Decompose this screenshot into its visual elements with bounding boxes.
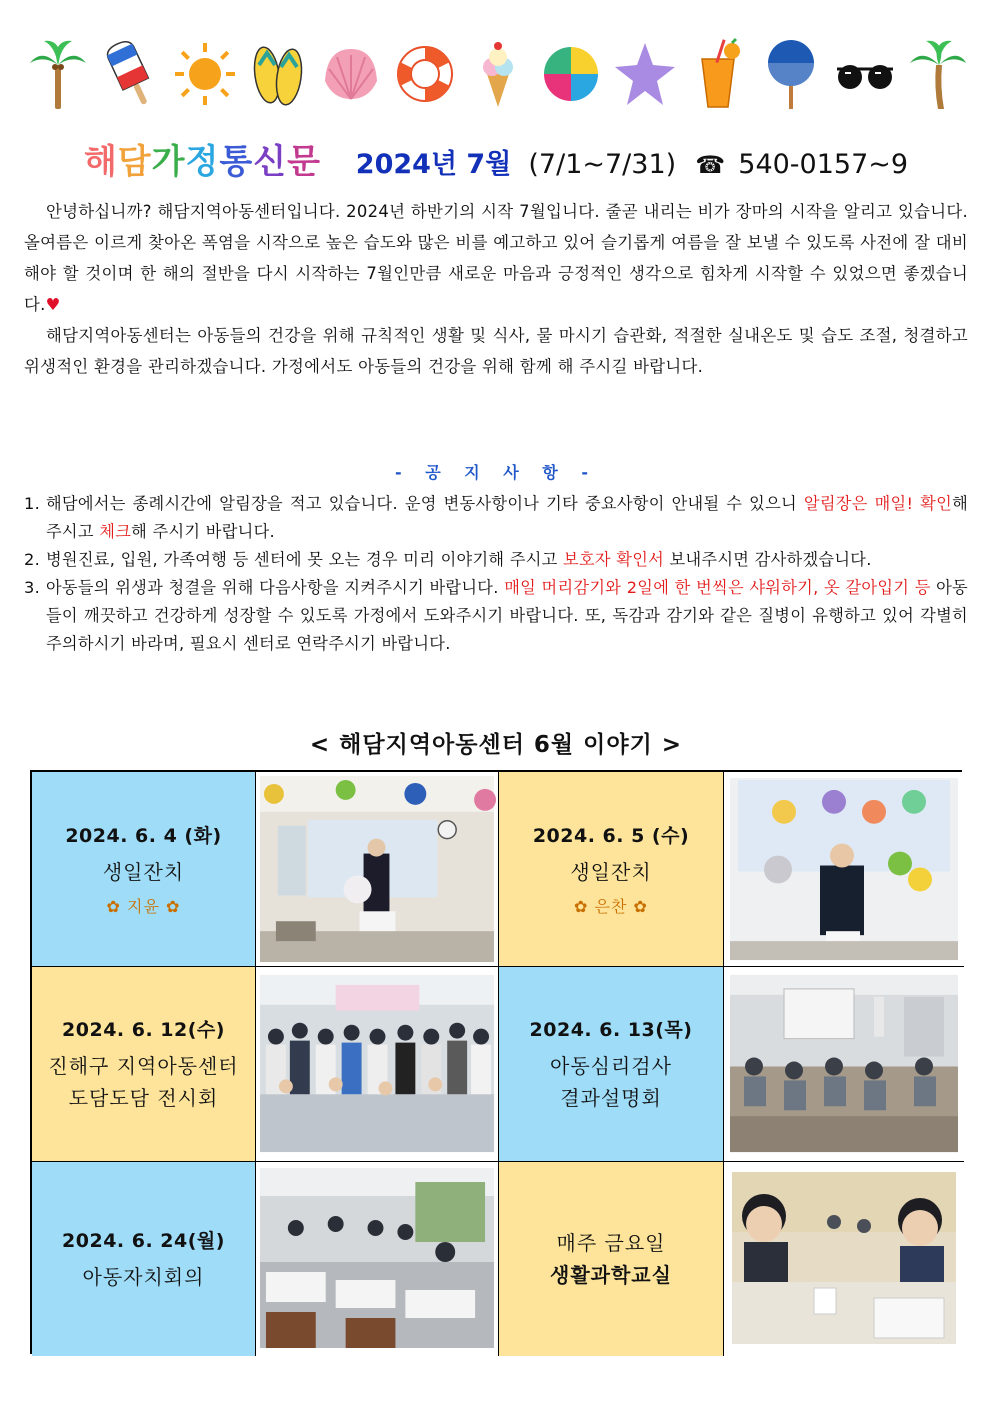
notice-number: 3. — [24, 578, 41, 597]
notice-number: 2. — [24, 550, 41, 569]
notice-text: 아동들이 깨끗하고 건강하게 성장할 수 있도록 가정에서 도와주시기 바랍니다. 또, 독감과 감기와 같은 질병이 유행하고 있어 각별히 주의하시기 바라며, 필요시 센터로 연락주시기 바랍니다. — [46, 578, 968, 653]
palm-tree-icon — [908, 37, 968, 111]
notice-heading: - 공 지 사 항 - — [395, 463, 597, 482]
sun-icon — [175, 37, 235, 111]
notice-item — [24, 546, 968, 574]
story-caption — [499, 1162, 724, 1356]
notice-text: 해 주시기 바랍니다. — [131, 522, 275, 541]
title-char: 가 — [151, 142, 186, 182]
stories-heading: < 해담지역아동센터 6월 이야기 > — [309, 732, 683, 758]
phone-icon: ☎ — [695, 151, 726, 179]
life-ring-icon — [395, 37, 455, 111]
title-char: 정 — [185, 142, 220, 182]
story-event: 생일잔치 — [570, 860, 652, 884]
intro-paragraph-1-text: 안녕하십니까? 해담지역아동센터입니다. 2024년 하반기의 시작 7월입니다. 줄곧 내리는 비가 장마의 시작을 알리고 있습니다. 올여름은 이르게 찾아온 폭염을 시작으로 높은 습도와 많은 비를 예고하고 있어 슬기롭게 여름을 잘 보낼 수 있도록 사전에 잘 대비해야 할 것이며 한 해의 절반을 다시 시작하는 7월인만큼 새로운 마음과 긍정적인 생각으로 힘차게 시작할 수 있었으면 좋겠습니다. — [24, 202, 968, 314]
title-char: 해 — [83, 142, 118, 182]
meeting-photo — [256, 1162, 499, 1356]
hand-fan-icon — [761, 37, 821, 111]
story-caption — [32, 772, 256, 967]
ice-cream-cone-icon — [468, 37, 528, 111]
flip-flops-icon — [248, 37, 308, 111]
newsletter-name — [84, 142, 334, 182]
intro-paragraph-1 — [24, 196, 968, 320]
story-caption — [32, 1162, 256, 1356]
story-event: 생일잔치 — [102, 860, 185, 884]
notice-text: 아동들의 위생과 청결을 위해 다음사항을 지켜주시기 바랍니다. — [46, 578, 505, 597]
story-date: 2024. 6. 4 (화) — [65, 825, 222, 847]
notice-number: 1. — [24, 494, 41, 513]
exhibition-group-photo — [256, 967, 499, 1162]
notice-list — [24, 490, 968, 658]
story-event: 아동심리검사 — [550, 1053, 672, 1078]
palm-tree-icon — [28, 37, 88, 111]
story-child-name: ✿ 은찬 ✿ — [574, 897, 648, 916]
orange-juice-icon — [688, 37, 748, 111]
intro-paragraph-2: 해담지역아동센터는 아동들의 건강을 위해 규칙적인 생활 및 식사, 물 마시기 습관화, 적절한 실내온도 및 습도 조절, 청결하고 위생적인 환경을 관리하겠습니다. 가정에서도 아동들의 건강을 위해 함께 해 주시길 바랍니다. — [24, 326, 968, 376]
issue-year-month: 2024년 7월 — [355, 149, 512, 180]
science-class-photo — [724, 1162, 964, 1356]
notice-text: 해 주시고 — [46, 494, 968, 541]
notice-highlight: 체크 — [99, 522, 132, 541]
intro-text — [24, 196, 968, 382]
story-date: 2024. 6. 12(수) — [62, 1018, 225, 1041]
story-event: 아동자치회의 — [82, 1264, 205, 1289]
story-event-line-2: 결과설명회 — [560, 1085, 662, 1110]
starfish-icon — [615, 37, 675, 111]
popsicle-icon — [101, 37, 161, 111]
issue-date-range: (7/1~7/31) — [528, 149, 677, 180]
heart-icon: ♥ — [45, 295, 61, 314]
story-date: 2024. 6. 13(목) — [529, 1018, 693, 1041]
notice-text: 병원진료, 입원, 가족여행 등 센터에 못 오는 경우 미리 이야기해 주시고 — [46, 550, 564, 569]
seminar-photo — [724, 967, 964, 1162]
summer-icons-row — [28, 36, 968, 112]
story-caption — [499, 967, 724, 1162]
story-event: 진해구 지역아동센터 — [48, 1053, 239, 1078]
story-event: 생활과학교실 — [550, 1263, 672, 1287]
story-date: 2024. 6. 24(월) — [62, 1229, 225, 1252]
title-char: 담 — [117, 142, 152, 182]
notice-text: 보내주시면 감사하겠습니다. — [664, 550, 872, 569]
story-event-line-2: 도담도담 전시회 — [68, 1085, 219, 1110]
notice-highlight: 매일 머리감기와 2일에 한 번씩은 샤워하기, 옷 갈아입기 등 — [504, 578, 931, 597]
phone-number: 540-0157~9 — [738, 149, 909, 180]
title-char: 문 — [287, 142, 321, 182]
sunglasses-icon — [835, 37, 895, 111]
seashell-icon — [321, 37, 381, 111]
story-date: 2024. 6. 5 (수) — [532, 825, 690, 847]
notice-highlight: 알림장은 매일! 확인 — [803, 494, 953, 513]
story-schedule: 매주 금요일 — [556, 1231, 666, 1255]
title-char: 통 — [219, 142, 254, 182]
notice-text: 해담에서는 종례시간에 알림장을 적고 있습니다. 운영 변동사항이나 기타 중요사항이 안내될 수 있으니 — [46, 494, 804, 513]
newsletter-title-row — [0, 134, 992, 182]
birthday-photo-1 — [256, 772, 499, 967]
story-child-name: ✿ 지윤 ✿ — [106, 897, 181, 916]
beach-ball-icon — [541, 37, 601, 111]
title-char: 신 — [253, 142, 288, 182]
notice-item — [24, 574, 968, 658]
stories-grid — [30, 770, 962, 1354]
birthday-photo-2 — [724, 772, 964, 967]
story-caption — [499, 772, 724, 967]
notice-highlight: 보호자 확인서 — [563, 550, 665, 569]
notice-item — [24, 490, 968, 546]
story-caption — [32, 967, 256, 1162]
